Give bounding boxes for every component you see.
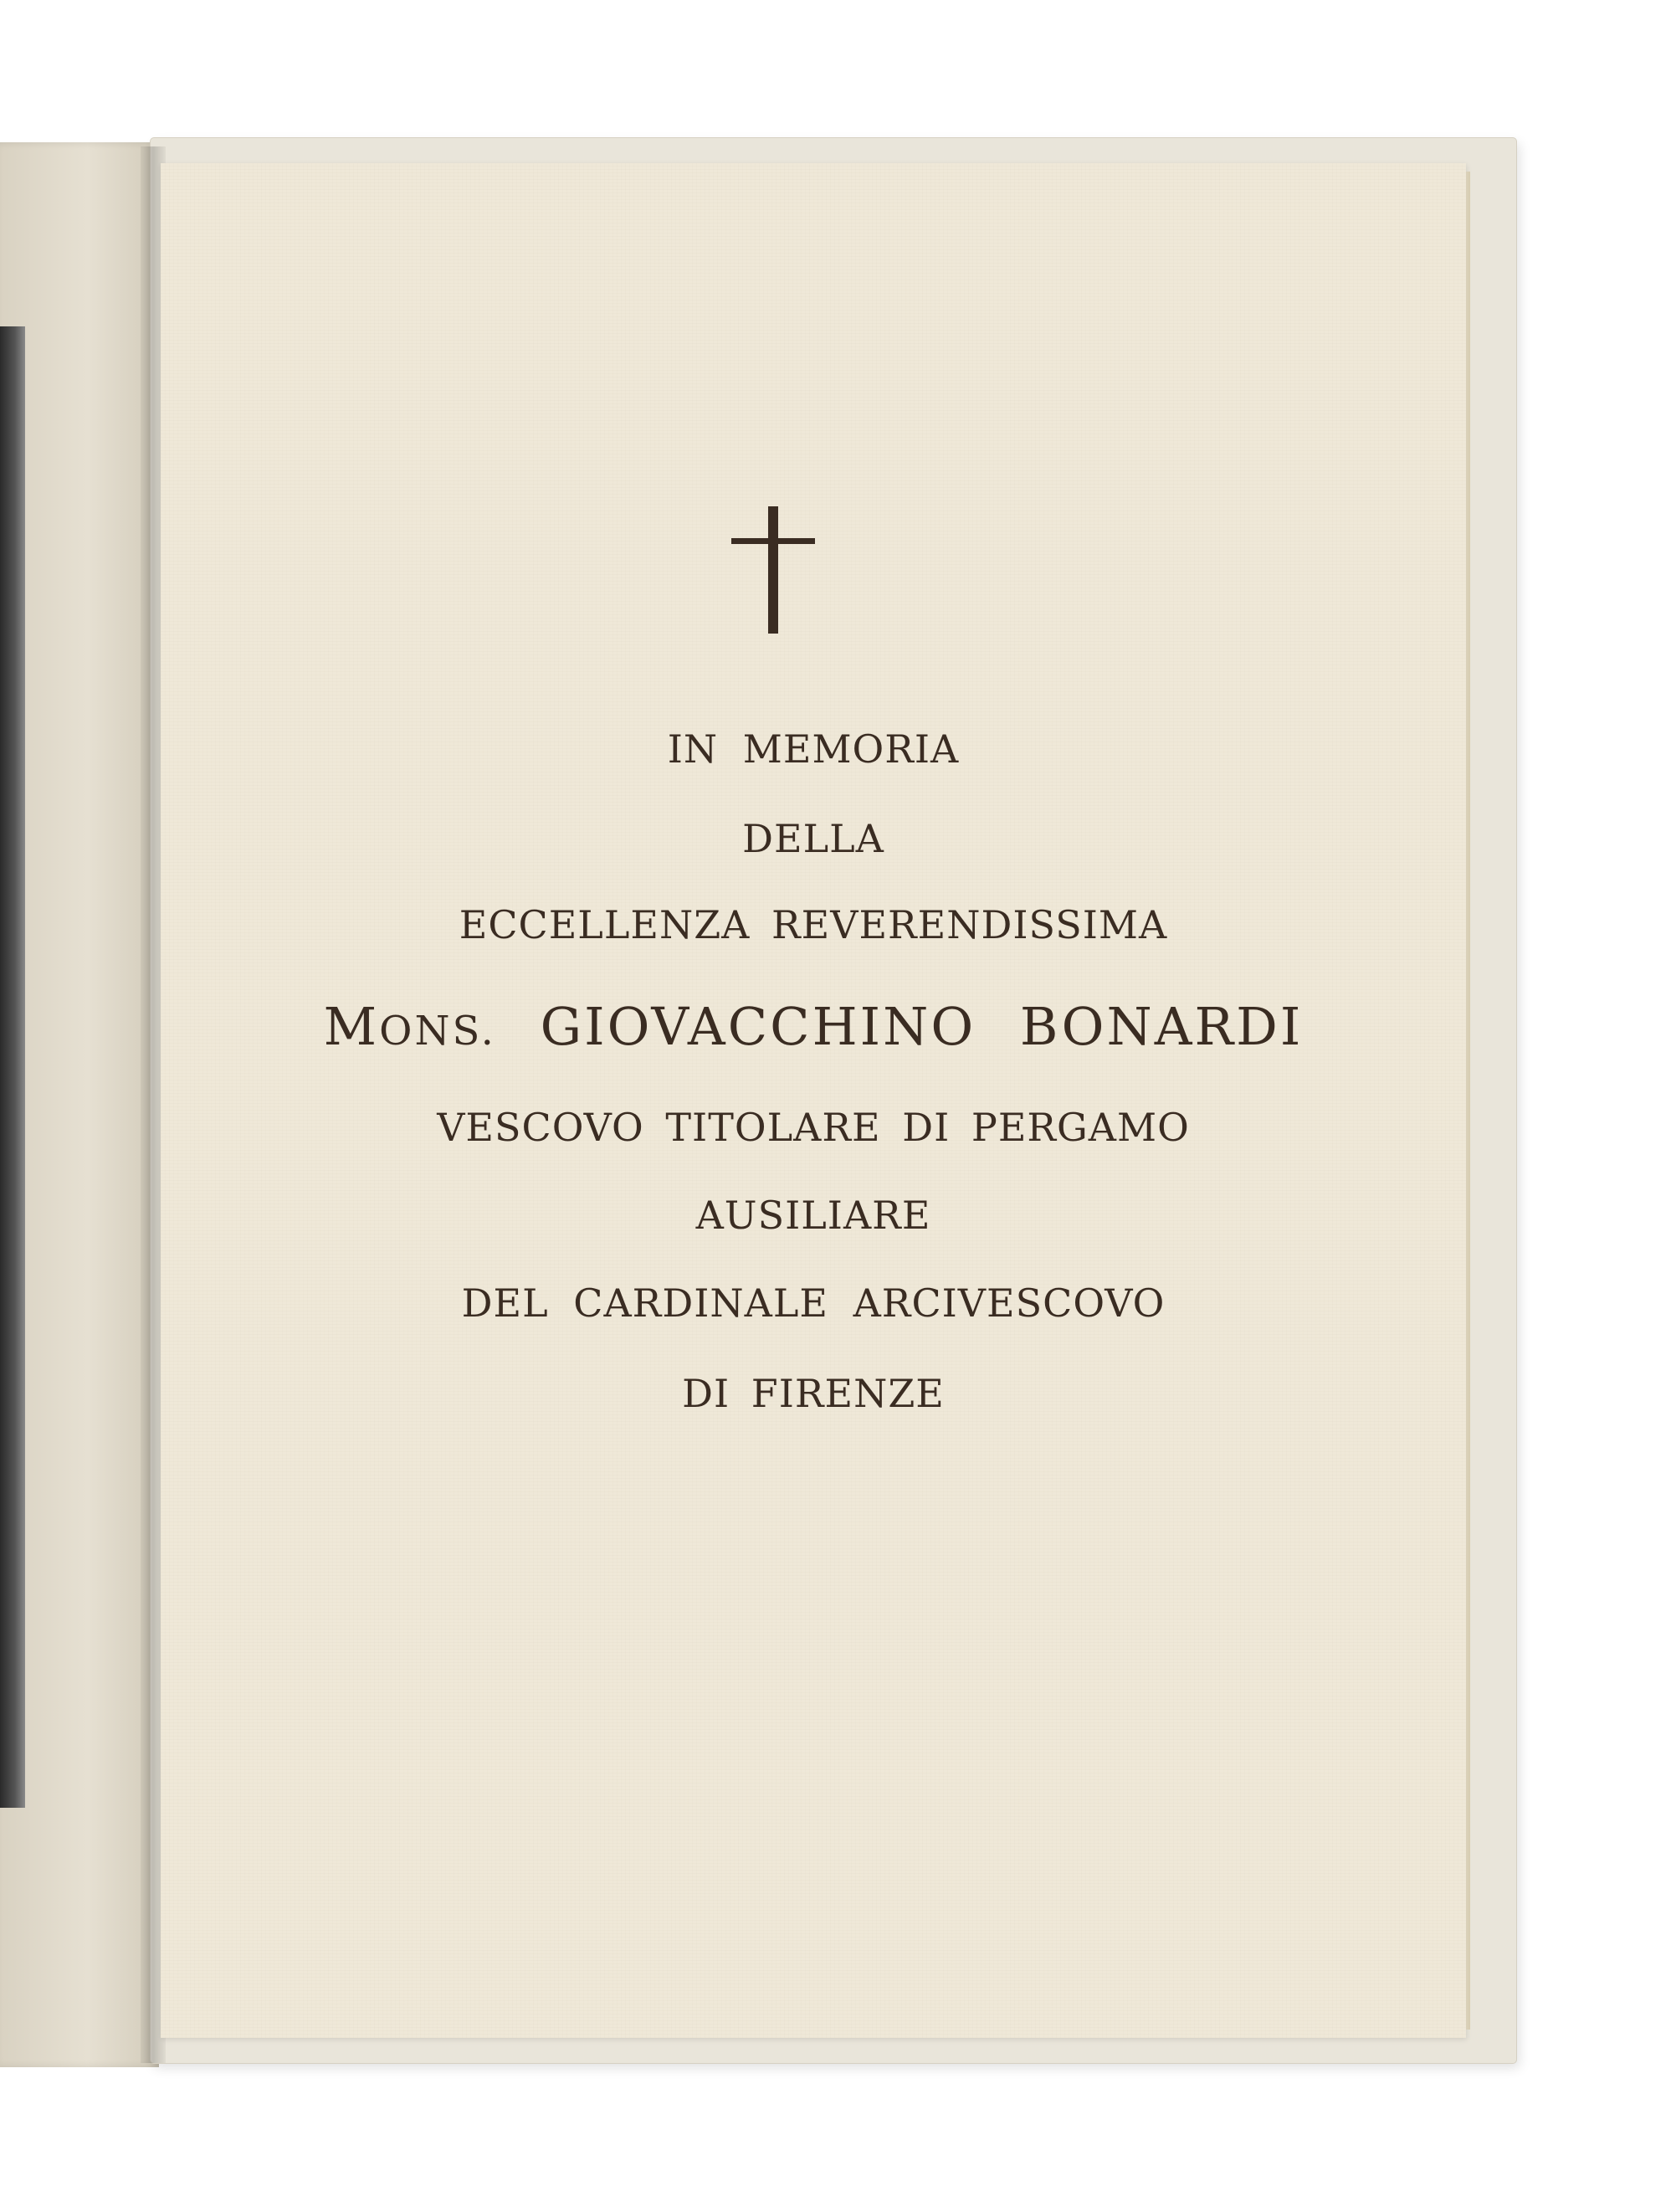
ausiliare-line: AUSILIARE	[695, 1193, 931, 1238]
bishop-name-line	[161, 996, 1466, 1057]
left-page-photo-edge	[0, 326, 25, 1808]
title-prefix-initial: M	[323, 996, 380, 1057]
bishop-name: GIOVACCHINO BONARDI	[540, 996, 1304, 1057]
latin-cross-icon	[731, 506, 815, 634]
memorial-page	[161, 163, 1466, 2038]
vescovo-line: VESCOVO TITOLARE DI PERGAMO	[437, 1105, 1190, 1150]
cross-vertical-bar	[768, 506, 778, 634]
firenze-line: DI FIRENZE	[682, 1371, 945, 1416]
eccellenza-line: ECCELLENZA REVERENDISSIMA	[459, 902, 1168, 947]
della-line: DELLA	[742, 816, 884, 861]
title-prefix-rest: ONS.	[379, 1008, 496, 1055]
cardinale-line: DEL CARDINALE ARCIVESCOVO	[461, 1280, 1166, 1326]
in-memoria-line: IN MEMORIA	[667, 726, 960, 772]
cross-horizontal-bar	[731, 538, 815, 544]
